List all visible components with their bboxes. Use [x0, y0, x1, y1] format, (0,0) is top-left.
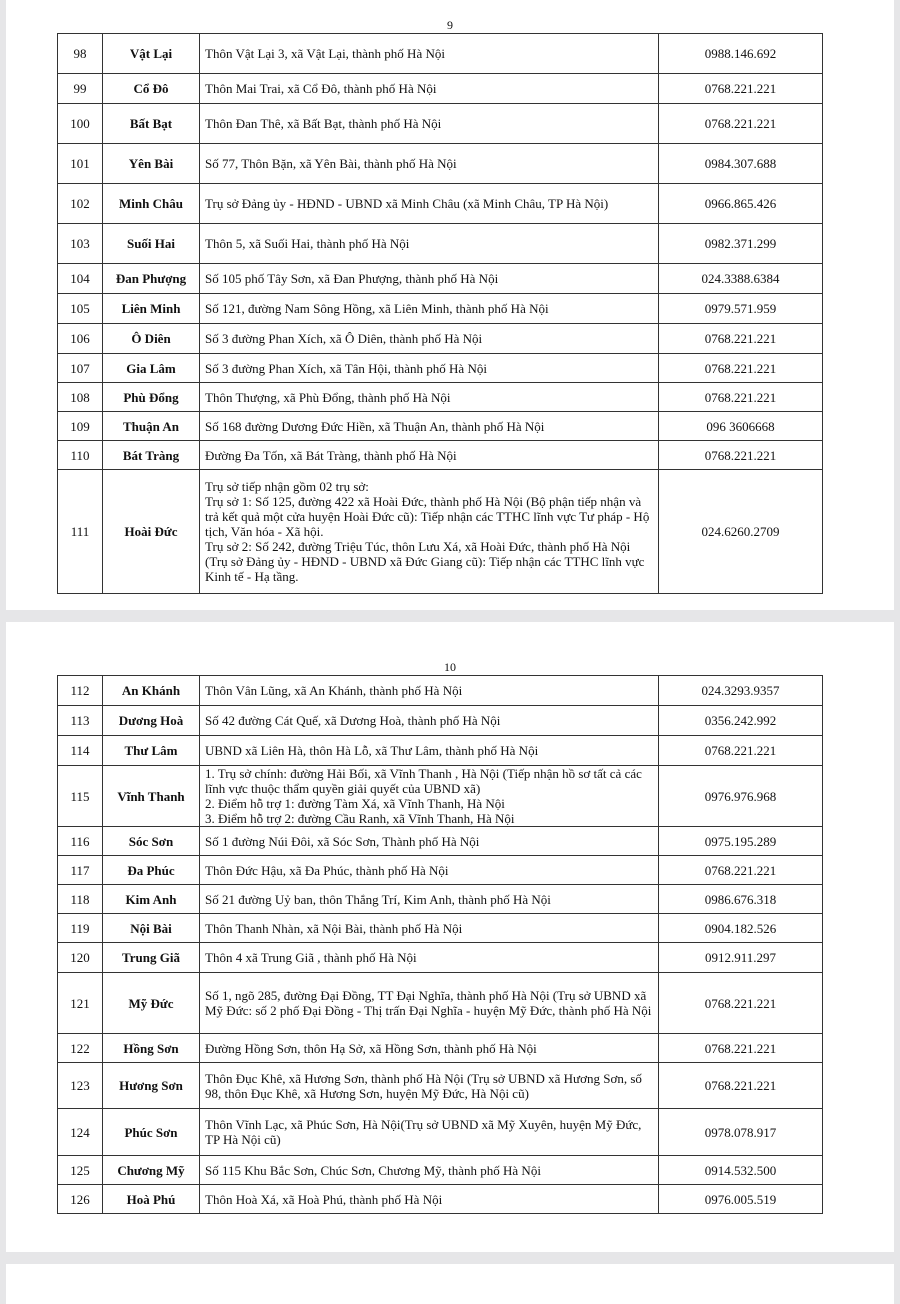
- address-cell: Thôn Đan Thê, xã Bất Bạt, thành phố Hà Nội: [200, 104, 659, 144]
- address-cell: 1. Trụ sở chính: đường Hải Bối, xã Vĩnh Thanh , Hà Nội (Tiếp nhận hồ sơ tất cả các lĩnh vực thuộc thẩm quyền giải quyết của UBND xã) 2. Điểm hỗ trợ 1: đường Tàm Xá, xã Vĩnh Thanh, Hà Nội 3. Điểm hỗ trợ 2: đường Cầu Ranh, xã Vĩnh Thanh, Hà Nội: [200, 766, 659, 827]
- commune-name: Trung Giã: [103, 943, 200, 973]
- phone-number: 0768.221.221: [659, 856, 823, 885]
- row-number: 100: [58, 104, 103, 144]
- table-row: [58, 1109, 823, 1156]
- row-number: 111: [58, 470, 103, 594]
- address-cell: Số 21 đường Uỷ ban, thôn Thắng Trí, Kim Anh, thành phố Hà Nội: [200, 885, 659, 914]
- row-number: 115: [58, 766, 103, 827]
- commune-name: Vĩnh Thanh: [103, 766, 200, 827]
- table-row: [58, 766, 823, 827]
- commune-name: Hồng Sơn: [103, 1034, 200, 1063]
- commune-name: Đan Phượng: [103, 264, 200, 294]
- commune-name: Hương Sơn: [103, 1063, 200, 1109]
- commune-name: Bất Bạt: [103, 104, 200, 144]
- table-row: [58, 383, 823, 412]
- row-number: 125: [58, 1156, 103, 1185]
- table-row: [58, 184, 823, 224]
- table-row: [58, 706, 823, 736]
- commune-name: Hoài Đức: [103, 470, 200, 594]
- row-number: 103: [58, 224, 103, 264]
- table-row: [58, 264, 823, 294]
- table-row: [58, 856, 823, 885]
- address-cell: UBND xã Liên Hà, thôn Hà Lỗ, xã Thư Lâm, thành phố Hà Nội: [200, 736, 659, 766]
- commune-name: An Khánh: [103, 676, 200, 706]
- phone-number: 0912.911.297: [659, 943, 823, 973]
- address-cell: Thôn Thượng, xã Phù Đổng, thành phố Hà Nội: [200, 383, 659, 412]
- table-row: [58, 354, 823, 383]
- table-row: [58, 412, 823, 441]
- phone-number: 0979.571.959: [659, 294, 823, 324]
- row-number: 101: [58, 144, 103, 184]
- address-cell: Thôn 4 xã Trung Giã , thành phố Hà Nội: [200, 943, 659, 973]
- table-row: [58, 676, 823, 706]
- address-table: [57, 675, 823, 1214]
- address-cell: Thôn 5, xã Suối Hai, thành phố Hà Nội: [200, 224, 659, 264]
- address-cell: Trụ sở Đảng ủy - HĐND - UBND xã Minh Châu (xã Minh Châu, TP Hà Nội): [200, 184, 659, 224]
- phone-number: 0768.221.221: [659, 74, 823, 104]
- table-row: [58, 144, 823, 184]
- phone-number: 096 3606668: [659, 412, 823, 441]
- table-row: [58, 441, 823, 470]
- commune-name: Đa Phúc: [103, 856, 200, 885]
- table-row: [58, 736, 823, 766]
- table-row: [58, 1185, 823, 1214]
- table-row: [58, 827, 823, 856]
- row-number: 104: [58, 264, 103, 294]
- address-cell: Trụ sở tiếp nhận gồm 02 trụ sở: Trụ sở 1: Số 125, đường 422 xã Hoài Đức, thành phố Hà Nội (Bộ phận tiếp nhận và trả kết quả một cửa huyện Hoài Đức cũ): Tiếp nhận các TTHC lĩnh vực Tư pháp - Hộ tịch, Văn hóa - Xã hội. Trụ sở 2: Số 242, đường Triệu Túc, thôn Lưu Xá, xã Hoài Đức, thành phố Hà Nội (Trụ sở Đảng ủy - HĐND - UBND xã Đức Giang cũ): Tiếp nhận các TTHC lĩnh vực Kinh tế - Hạ tầng.: [200, 470, 659, 594]
- row-number: 114: [58, 736, 103, 766]
- commune-name: Kim Anh: [103, 885, 200, 914]
- address-cell: Số 1 đường Núi Đôi, xã Sóc Sơn, Thành phố Hà Nội: [200, 827, 659, 856]
- commune-name: Chương Mỹ: [103, 1156, 200, 1185]
- phone-number: 0978.078.917: [659, 1109, 823, 1156]
- table-row: [58, 914, 823, 943]
- commune-name: Ô Diên: [103, 324, 200, 354]
- table-row: [58, 1063, 823, 1109]
- row-number: 102: [58, 184, 103, 224]
- table-row: [58, 943, 823, 973]
- row-number: 106: [58, 324, 103, 354]
- address-cell: Số 3 đường Phan Xích, xã Tân Hội, thành phố Hà Nội: [200, 354, 659, 383]
- row-number: 121: [58, 973, 103, 1034]
- phone-number: 0768.221.221: [659, 354, 823, 383]
- commune-name: Phù Đổng: [103, 383, 200, 412]
- row-number: 109: [58, 412, 103, 441]
- address-cell: Đường Đa Tốn, xã Bát Tràng, thành phố Hà Nội: [200, 441, 659, 470]
- address-cell: Số 121, đường Nam Sông Hồng, xã Liên Minh, thành phố Hà Nội: [200, 294, 659, 324]
- phone-number: 024.3293.9357: [659, 676, 823, 706]
- address-cell: Thôn Thanh Nhàn, xã Nội Bài, thành phố Hà Nội: [200, 914, 659, 943]
- table-row: [58, 885, 823, 914]
- commune-name: Thuận An: [103, 412, 200, 441]
- address-cell: Số 115 Khu Bắc Sơn, Chúc Sơn, Chương Mỹ, thành phố Hà Nội: [200, 1156, 659, 1185]
- table-row: [58, 470, 823, 594]
- phone-number: 0988.146.692: [659, 34, 823, 74]
- commune-name: Nội Bài: [103, 914, 200, 943]
- phone-number: 0768.221.221: [659, 441, 823, 470]
- row-number: 98: [58, 34, 103, 74]
- table-row: [58, 324, 823, 354]
- commune-name: Hoà Phú: [103, 1185, 200, 1214]
- table-row: [58, 224, 823, 264]
- phone-number: 0768.221.221: [659, 383, 823, 412]
- row-number: 123: [58, 1063, 103, 1109]
- phone-number: 0356.242.992: [659, 706, 823, 736]
- address-cell: Thôn Vân Lũng, xã An Khánh, thành phố Hà Nội: [200, 676, 659, 706]
- row-number: 119: [58, 914, 103, 943]
- phone-number: 0976.005.519: [659, 1185, 823, 1214]
- commune-name: Gia Lâm: [103, 354, 200, 383]
- row-number: 107: [58, 354, 103, 383]
- commune-name: Yên Bài: [103, 144, 200, 184]
- commune-name: Sóc Sơn: [103, 827, 200, 856]
- commune-name: Suối Hai: [103, 224, 200, 264]
- phone-number: 0975.195.289: [659, 827, 823, 856]
- row-number: 124: [58, 1109, 103, 1156]
- commune-name: Liên Minh: [103, 294, 200, 324]
- row-number: 112: [58, 676, 103, 706]
- address-cell: Số 1, ngõ 285, đường Đại Đồng, TT Đại Nghĩa, thành phố Hà Nội (Trụ sở UBND xã Mỹ Đức: số 2 phố Đại Đồng - Thị trấn Đại Nghĩa - huyện Mỹ Đức, thành phố Hà Nội: [200, 973, 659, 1034]
- row-number: 122: [58, 1034, 103, 1063]
- table-row: [58, 34, 823, 74]
- phone-number: 0986.676.318: [659, 885, 823, 914]
- address-cell: Số 105 phố Tây Sơn, xã Đan Phượng, thành phố Hà Nội: [200, 264, 659, 294]
- address-table: [57, 33, 823, 594]
- phone-number: 0982.371.299: [659, 224, 823, 264]
- address-cell: Đường Hồng Sơn, thôn Hạ Sở, xã Hồng Sơn, thành phố Hà Nội: [200, 1034, 659, 1063]
- phone-number: 0966.865.426: [659, 184, 823, 224]
- row-number: 118: [58, 885, 103, 914]
- row-number: 99: [58, 74, 103, 104]
- address-cell: Thôn Vật Lại 3, xã Vật Lại, thành phố Hà Nội: [200, 34, 659, 74]
- phone-number: 0984.307.688: [659, 144, 823, 184]
- row-number: 117: [58, 856, 103, 885]
- phone-number: 0976.976.968: [659, 766, 823, 827]
- document-page-10: [6, 622, 894, 1252]
- row-number: 105: [58, 294, 103, 324]
- address-cell: Thôn Đục Khê, xã Hương Sơn, thành phố Hà Nội (Trụ sở UBND xã Hương Sơn, số 98, thôn Đục Khê, xã Hương Sơn, huyện Mỹ Đức, Hà Nội cũ): [200, 1063, 659, 1109]
- row-number: 110: [58, 441, 103, 470]
- address-cell: Số 42 đường Cát Quế, xã Dương Hoà, thành phố Hà Nội: [200, 706, 659, 736]
- row-number: 108: [58, 383, 103, 412]
- commune-name: Cổ Đô: [103, 74, 200, 104]
- address-cell: Số 3 đường Phan Xích, xã Ô Diên, thành phố Hà Nội: [200, 324, 659, 354]
- phone-number: 0904.182.526: [659, 914, 823, 943]
- page-number: 9: [447, 18, 453, 32]
- phone-number: 024.3388.6384: [659, 264, 823, 294]
- phone-number: 0768.221.221: [659, 324, 823, 354]
- address-cell: Thôn Vĩnh Lạc, xã Phúc Sơn, Hà Nội(Trụ sở UBND xã Mỹ Xuyên, huyện Mỹ Đức, TP Hà Nội cũ): [200, 1109, 659, 1156]
- phone-number: 0768.221.221: [659, 104, 823, 144]
- table-row: [58, 104, 823, 144]
- page-number: 10: [444, 660, 456, 674]
- address-cell: Thôn Đức Hậu, xã Đa Phúc, thành phố Hà Nội: [200, 856, 659, 885]
- commune-name: Minh Châu: [103, 184, 200, 224]
- commune-name: Bát Tràng: [103, 441, 200, 470]
- row-number: 113: [58, 706, 103, 736]
- table-row: [58, 973, 823, 1034]
- commune-name: Vật Lại: [103, 34, 200, 74]
- table-row: [58, 1156, 823, 1185]
- row-number: 126: [58, 1185, 103, 1214]
- document-page-9: [6, 0, 894, 610]
- phone-number: 0768.221.221: [659, 736, 823, 766]
- document-page-next: [6, 1264, 894, 1304]
- commune-name: Thư Lâm: [103, 736, 200, 766]
- address-cell: Số 168 đường Dương Đức Hiền, xã Thuận An, thành phố Hà Nội: [200, 412, 659, 441]
- commune-name: Mỹ Đức: [103, 973, 200, 1034]
- table-row: [58, 74, 823, 104]
- address-cell: Thôn Mai Trai, xã Cổ Đô, thành phố Hà Nội: [200, 74, 659, 104]
- address-cell: Thôn Hoà Xá, xã Hoà Phú, thành phố Hà Nội: [200, 1185, 659, 1214]
- phone-number: 024.6260.2709: [659, 470, 823, 594]
- row-number: 116: [58, 827, 103, 856]
- phone-number: 0768.221.221: [659, 1034, 823, 1063]
- commune-name: Phúc Sơn: [103, 1109, 200, 1156]
- phone-number: 0768.221.221: [659, 973, 823, 1034]
- phone-number: 0768.221.221: [659, 1063, 823, 1109]
- table-row: [58, 1034, 823, 1063]
- phone-number: 0914.532.500: [659, 1156, 823, 1185]
- address-cell: Số 77, Thôn Bặn, xã Yên Bài, thành phố Hà Nội: [200, 144, 659, 184]
- commune-name: Dương Hoà: [103, 706, 200, 736]
- row-number: 120: [58, 943, 103, 973]
- table-row: [58, 294, 823, 324]
